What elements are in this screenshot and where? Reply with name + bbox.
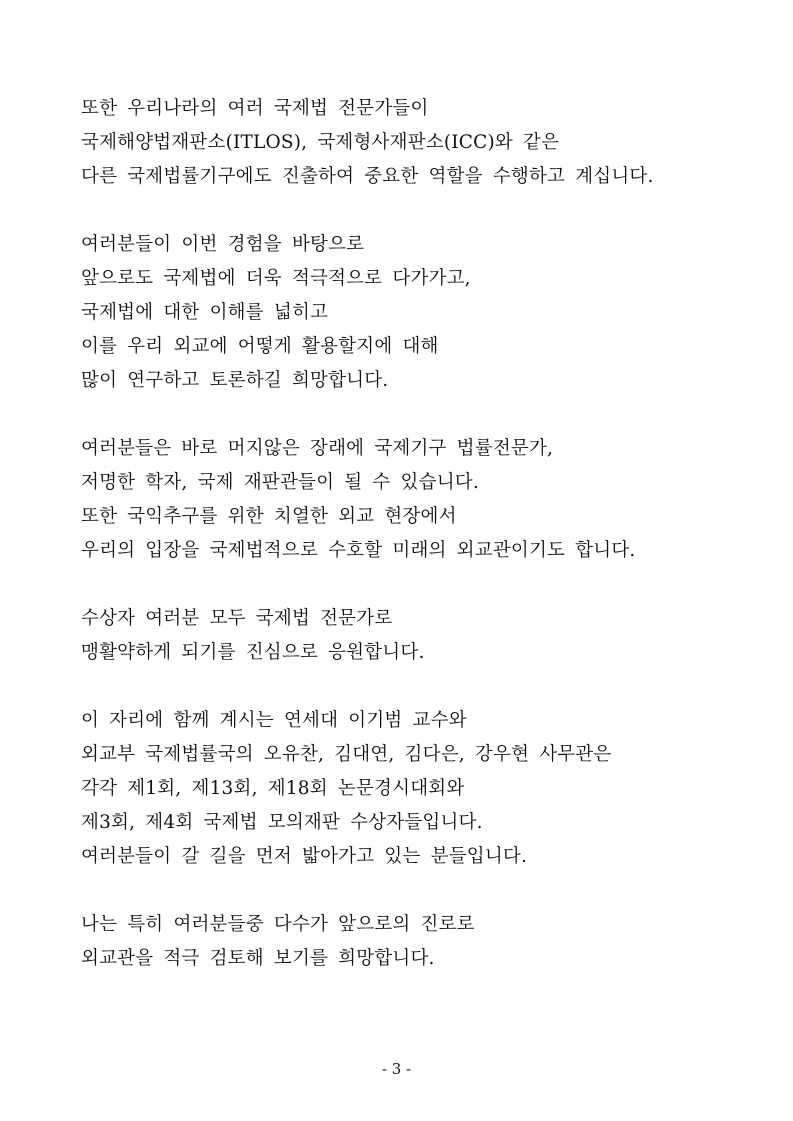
text-line: 또한 국익추구를 위한 치열한 외교 현장에서 (81, 506, 457, 527)
page-number: - 3 - (381, 1060, 412, 1078)
text-line: 저명한 학자, 국제 재판관들이 될 수 있습니다. (81, 472, 479, 493)
text-line: 이를 우리 외교에 어떻게 활용할지에 대해 (81, 336, 439, 357)
speech-body (81, 92, 761, 1010)
text-line: 국제해양법재판소(ITLOS), 국제형사재판소(ICC)와 같은 (81, 132, 560, 153)
text-line: 다른 국제법률기구에도 진출하여 중요한 역할을 수행하고 계십니다. (81, 166, 654, 187)
paragraph-3 (81, 432, 761, 568)
text-line: 수상자 여러분 모두 국제법 전문가로 (81, 608, 393, 629)
paragraph-5 (81, 704, 761, 874)
paragraph-4 (81, 602, 761, 670)
text-line: 여러분들은 바로 머지않은 장래에 국제기구 법률전문가, (81, 438, 554, 459)
paragraph-1 (81, 92, 761, 194)
text-line: 나는 특히 여러분들중 다수가 앞으로의 진로로 (81, 914, 475, 935)
text-line: 우리의 입장을 국제법적으로 수호할 미래의 외교관이기도 합니다. (81, 540, 636, 561)
text-line: 국제법에 대한 이해를 넓히고 (81, 302, 329, 323)
paragraph-6 (81, 908, 761, 976)
text-line: 여러분들이 갈 길을 먼저 밟아가고 있는 분들입니다. (81, 846, 528, 867)
text-line: 앞으로도 국제법에 더욱 적극적으로 다가가고, (81, 268, 471, 289)
text-line: 제3회, 제4회 국제법 모의재판 수상자들입니다. (81, 812, 483, 833)
text-line: 각각 제1회, 제13회, 제18회 논문경시대회와 (81, 778, 465, 799)
text-line: 외교관을 적극 검토해 보기를 희망합니다. (81, 948, 435, 969)
paragraph-2 (81, 228, 761, 398)
text-line: 여러분들이 이번 경험을 바탕으로 (81, 234, 365, 255)
text-line: 이 자리에 함께 계시는 연세대 이기범 교수와 (81, 710, 467, 731)
text-line: 맹활약하게 되기를 진심으로 응원합니다. (81, 642, 425, 663)
text-line: 많이 연구하고 토론하길 희망합니다. (81, 370, 389, 391)
text-line: 또한 우리나라의 여러 국제법 전문가들이 (81, 98, 429, 119)
text-line: 외교부 국제법률국의 오유찬, 김대연, 김다은, 강우현 사무관은 (81, 744, 612, 765)
